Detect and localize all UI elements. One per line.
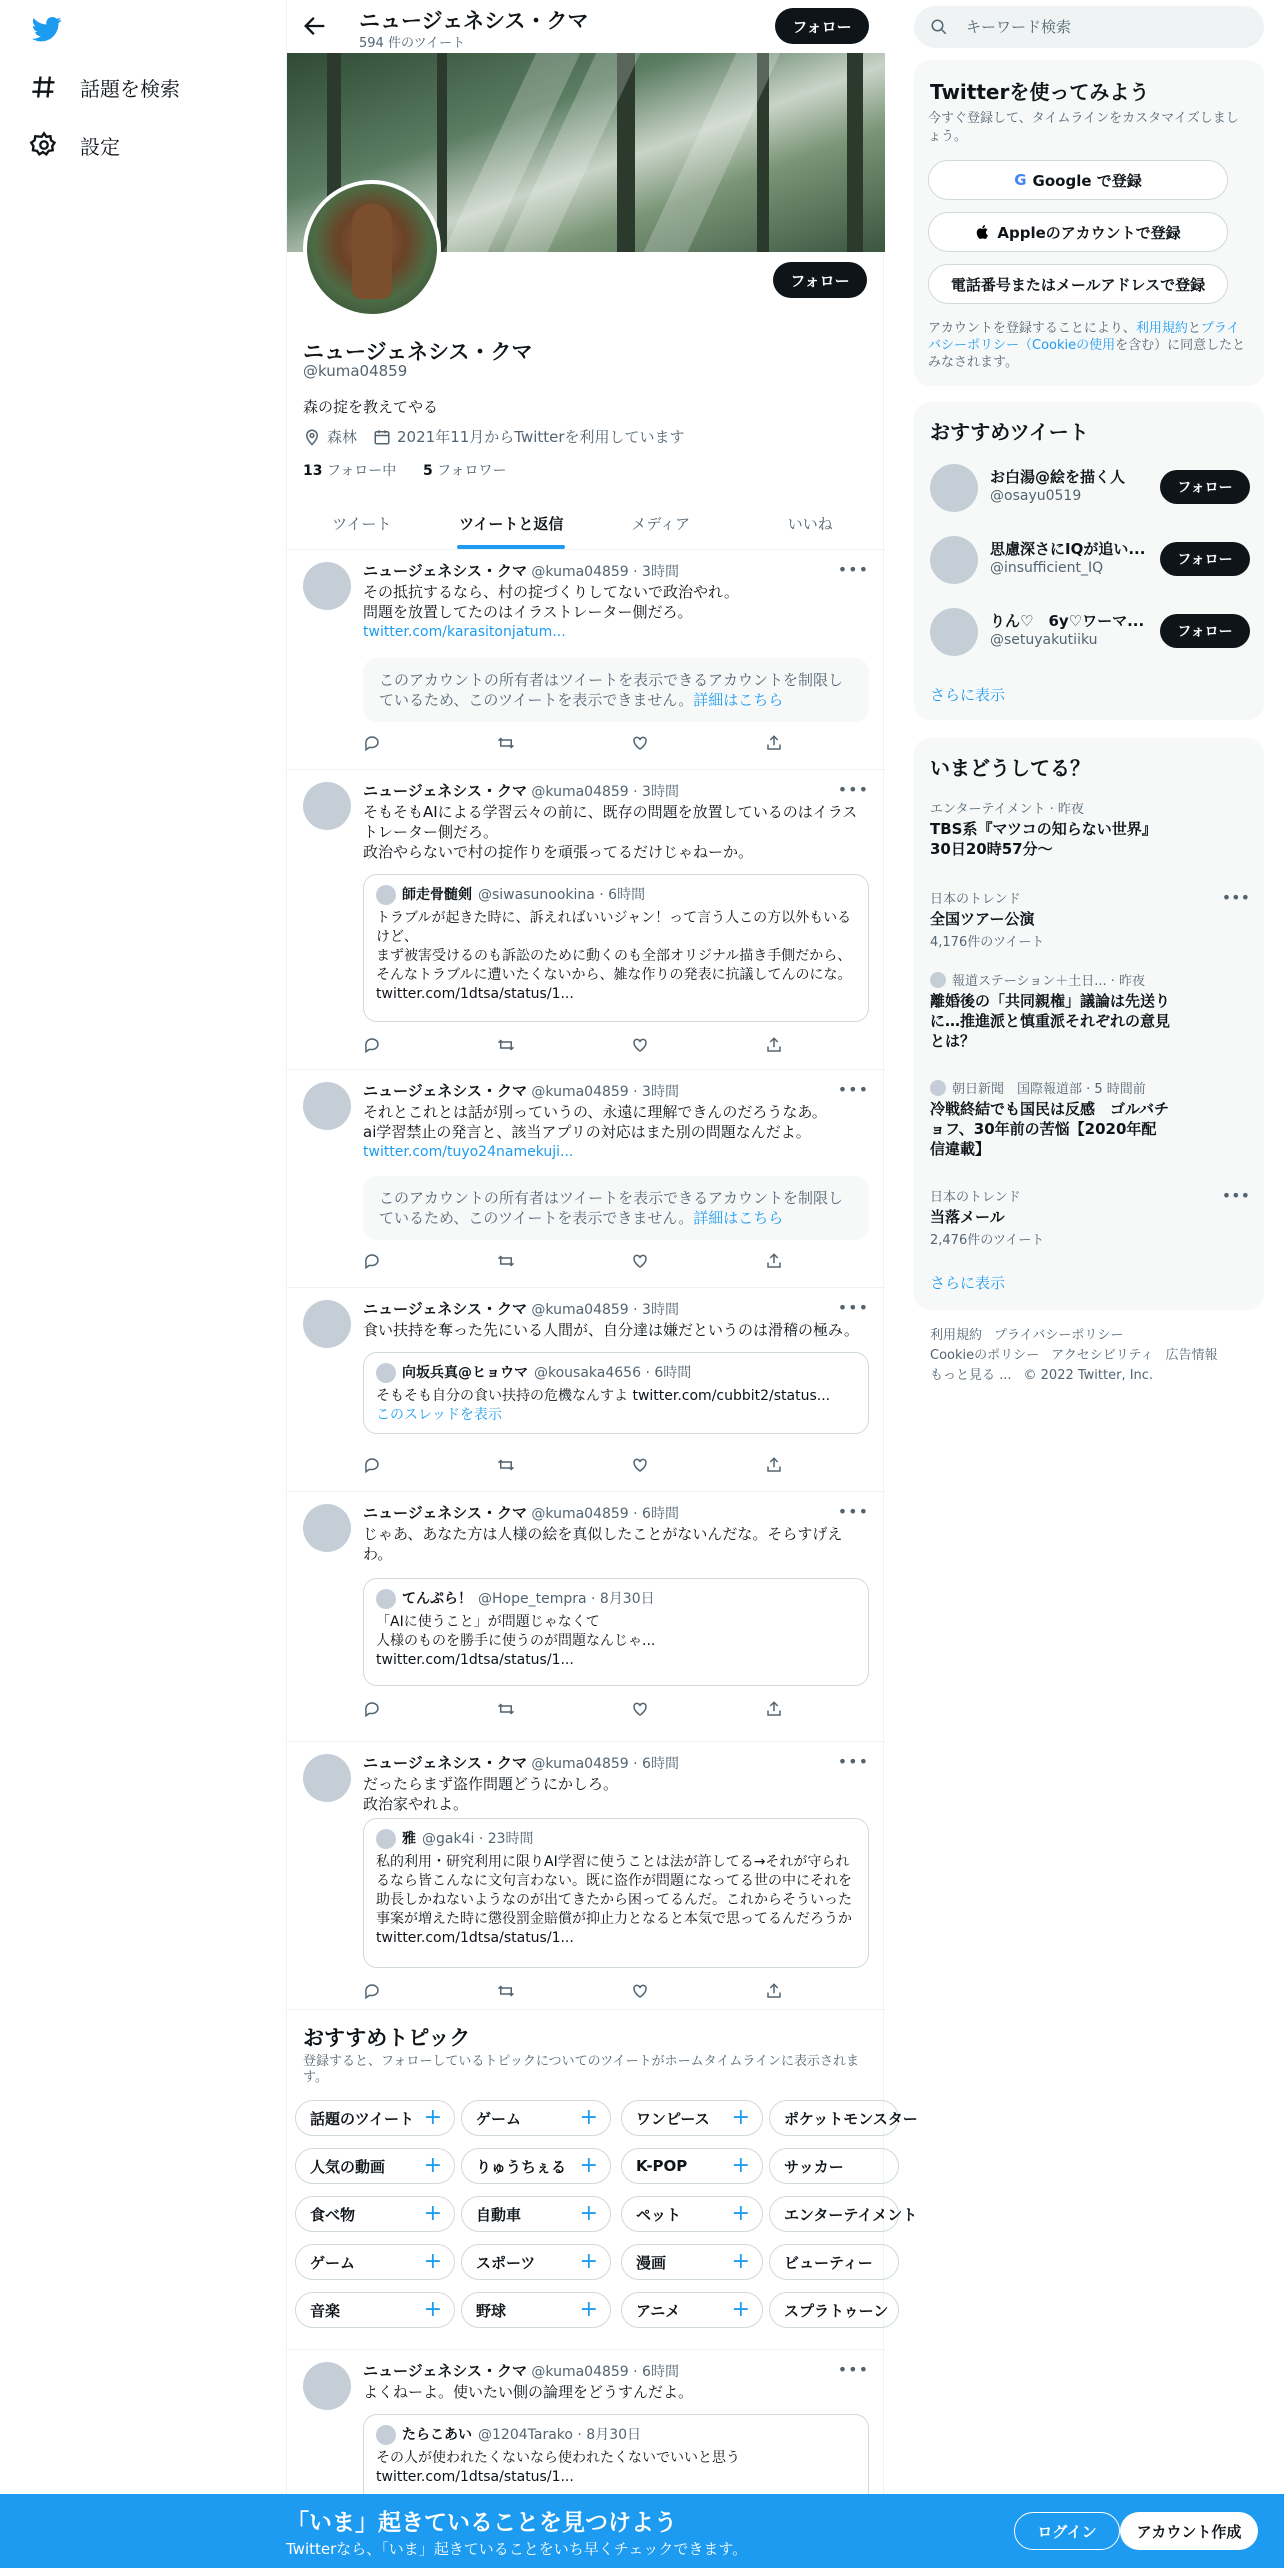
quote-text: その人が使われたくないなら使われたくないでいいと思う twitter.com/1dtsa/status/1... (376, 2450, 740, 2485)
profile-tabs (287, 497, 885, 550)
tweet-avatar[interactable] (303, 2362, 351, 2410)
like-icon[interactable] (631, 1700, 649, 1718)
trend-item[interactable]: エンターテイメント · 昨夜 TBS系『マツコの知らない世界』30日20時57分〜 (930, 802, 1157, 858)
google-signup-button[interactable]: G Google で登録 (928, 160, 1228, 200)
more-options-icon[interactable]: ••• (1221, 1186, 1250, 1205)
topics-subtitle: 登録すると、フォローしているトピックについてのツイートがホームタイムラインに表示されます。 (303, 2054, 860, 2085)
more-options-icon[interactable]: ••• (837, 1502, 869, 1521)
tweet-actions (363, 1982, 783, 2002)
topic-chip[interactable] (769, 2100, 918, 2136)
quote-avatar (376, 1589, 396, 1609)
plus-icon[interactable]: + (579, 2105, 598, 2130)
main-column (286, 0, 918, 2568)
tweet-avatar[interactable] (303, 782, 351, 830)
following-link[interactable]: 13 フォロー中 (303, 463, 397, 479)
plus-icon[interactable]: + (423, 2249, 442, 2274)
reply-icon[interactable] (363, 1252, 381, 1270)
profile-header-bar (287, 0, 885, 53)
trend-item[interactable]: 朝日新聞 国際報道部 · 5 時間前 冷戦終結でも国民は反感 ゴルバチョフ、30年前の苦悩【2020年配信違載】 (930, 1078, 1250, 1159)
search-icon (930, 18, 948, 36)
share-icon[interactable] (765, 1700, 783, 1718)
footer-link[interactable]: 広告情報 (1165, 1348, 1218, 1363)
tweet[interactable] (287, 1288, 885, 1492)
quote-text: 「AIに使うこと」が問題じゃなくて 人様のものを勝手に使うのが問題なんじゃ... twitter.com/1dtsa/status/1... (376, 1614, 656, 1668)
like-icon[interactable] (631, 1456, 649, 1474)
quote-text: 私的利用・研究利用に限りAI学習に使うことは法が許してる→それが守られるなら皆こんなに文句言わない。既に盗作が問題になってる世の中にそれを助長しかねないようなのが出てきたから困ってるんだ。これからそういった事案が増えた時に懲役罰金賠償が抑止力となると本気で思ってるんだろうか twitter.com/1dtsa/status/1... (376, 1854, 852, 1946)
topic-label: 音楽 (310, 2301, 341, 2320)
avatar (930, 608, 978, 656)
footer-link[interactable]: 利用規約 (930, 1328, 983, 1343)
like-icon[interactable] (631, 1982, 649, 2000)
suggested-user[interactable]: 思慮深さにIQが追い... @insufficient_IQ フォロー (930, 530, 1250, 590)
tweet[interactable] (287, 1492, 885, 1742)
show-more-link[interactable]: さらに表示 (930, 686, 1006, 704)
profile-meta (303, 426, 685, 447)
topic-label: ゲーム (476, 2109, 522, 2128)
topic-chip[interactable] (295, 2244, 455, 2280)
tweet-actions (363, 1036, 783, 1056)
signup-subtitle: 今すぐ登録して、タイムラインをカスタマイズしましょう。 (928, 111, 1239, 144)
topic-chip[interactable] (295, 2100, 455, 2136)
quoted-tweet[interactable]: てんぷら！ @Hope_tempra · 8月30日 「AIに使うこと」が問題じゃなくて 人様のものを勝手に使うのが問題なんじゃ... twitter.com/1dtsa/status/1... (363, 1578, 869, 1686)
more-options-icon[interactable]: ••• (837, 1080, 869, 1099)
profile-joined: 2021年11月からTwitterを利用しています (397, 428, 685, 446)
retweet-icon[interactable] (497, 1456, 515, 1474)
reply-icon[interactable] (363, 1982, 381, 2000)
topic-chip[interactable] (621, 2292, 763, 2328)
tweet-avatar[interactable] (303, 562, 351, 610)
avatar (930, 972, 946, 988)
signup-panel (914, 60, 1264, 386)
tweet[interactable] (287, 770, 885, 1070)
nav-explore[interactable] (30, 60, 180, 114)
topic-label: スプラトゥーン (784, 2301, 889, 2320)
tab-tweets-and-replies[interactable]: ツイートと返信 (437, 497, 587, 549)
retweet-icon[interactable] (497, 734, 515, 752)
search-box[interactable] (914, 6, 1264, 48)
retweet-icon[interactable] (497, 1700, 515, 1718)
tab-likes[interactable]: いいね (787, 514, 833, 533)
plus-icon[interactable]: + (579, 2297, 598, 2322)
topic-chip[interactable] (621, 2148, 763, 2184)
banner-subtitle: Twitterなら、「いま」起きていることをいち早くチェックできます。 (286, 2540, 748, 2558)
followers-link[interactable]: 5 フォロワー (422, 463, 507, 479)
footer-link[interactable]: Cookieのポリシー (930, 1348, 1040, 1363)
avatar (930, 464, 978, 512)
avatar (930, 536, 978, 584)
phone-email-signup-button[interactable]: 電話番号またはメールアドレスで登録 (928, 264, 1228, 304)
tweet[interactable] (287, 1070, 885, 1288)
google-icon: G (1014, 171, 1027, 189)
topic-label: ワンピース (636, 2109, 710, 2128)
avatar (930, 1080, 946, 1096)
suggested-user[interactable]: お白湯@絵を描く人 @osayu0519 フォロー (930, 458, 1250, 518)
topic-chip[interactable] (461, 2148, 611, 2184)
topic-label: 人気の動画 (310, 2157, 386, 2176)
tweet-text: だったらまず盗作問題どうにかしろ。 政治家やれよ。 (363, 1775, 619, 1813)
trend-item[interactable]: 日本のトレンド 当落メール 2,476件のツイート ••• (930, 1186, 1250, 1248)
topic-label: ポケットモンスター (784, 2109, 918, 2128)
topic-label: アニメ (636, 2301, 681, 2320)
more-options-icon[interactable]: ••• (1221, 888, 1250, 907)
quote-text: そもそも自分の食い扶持の危機なんすよ twitter.com/cubbit2/status... (376, 1388, 831, 1404)
nav-settings[interactable] (30, 118, 120, 172)
topic-label: りゅうちぇる (476, 2157, 567, 2176)
plus-icon[interactable]: + (731, 2201, 750, 2226)
topic-chip[interactable] (461, 2196, 611, 2232)
search-input[interactable] (966, 19, 1226, 36)
topic-label: スポーツ (476, 2253, 536, 2272)
topic-label: 漫画 (636, 2253, 667, 2272)
reply-icon[interactable] (363, 734, 381, 752)
details-link[interactable]: 詳細はこちら (693, 1209, 784, 1227)
tweet-actions (363, 1700, 783, 1720)
topic-label: ペット (636, 2205, 682, 2224)
plus-icon[interactable]: + (731, 2249, 750, 2274)
follow-button[interactable]: フォロー (1160, 542, 1250, 576)
like-icon[interactable] (631, 1252, 649, 1270)
nav-explore-label: 話題を検索 (80, 76, 180, 101)
tweet-avatar[interactable] (303, 1754, 351, 1802)
tweet-header: ニュージェネシス・クマ @kuma04859 · 3時間 (363, 1082, 679, 1100)
topic-label: 野球 (476, 2301, 507, 2320)
more-options-icon[interactable]: ••• (837, 2360, 869, 2379)
plus-icon[interactable]: + (731, 2297, 750, 2322)
topic-chip[interactable] (621, 2244, 763, 2280)
tweet-text: 食い扶持を奪った先にいる人間が、自分達は嫌だというのは滑稽の極み。 (363, 1321, 859, 1339)
plus-icon[interactable]: + (423, 2297, 442, 2322)
share-icon[interactable] (765, 1252, 783, 1270)
tweet[interactable] (287, 550, 885, 770)
topic-chip[interactable] (295, 2148, 455, 2184)
profile-follow-stats (303, 460, 506, 480)
reply-icon[interactable] (363, 1036, 381, 1054)
quote-avatar (376, 2425, 396, 2445)
topic-chip[interactable] (769, 2148, 899, 2184)
tab-media[interactable]: メディア (631, 514, 691, 533)
plus-icon[interactable]: + (423, 2105, 442, 2130)
tweet-actions (363, 1456, 783, 1476)
topic-label: K-POP (636, 2157, 688, 2175)
tweet-text: そもそもAIによる学習云々の前に、既存の問題を放置しているのはイラストレーター側だろ。 政治やらないで村の掟作りを頑張ってるだけじゃねーか。 (363, 803, 858, 861)
back-arrow-icon[interactable] (301, 12, 329, 40)
signup-terms: アカウントを登録することにより、利用規約とプライバシーポリシー（Cookieの使用を含む）に同意したとみなされます。 (928, 321, 1246, 370)
retweet-icon[interactable] (497, 1036, 515, 1054)
header-tweet-count: 594 件のツイート (359, 36, 466, 51)
tweet-avatar[interactable] (303, 1082, 351, 1130)
topic-chip[interactable] (621, 2100, 763, 2136)
profile-handle: @kuma04859 (303, 362, 408, 380)
tweet-text: よくねーよ。使いたい側の論理をどうすんだよ。 (363, 2383, 694, 2401)
show-more-link[interactable]: さらに表示 (930, 1274, 1006, 1292)
plus-icon[interactable]: + (423, 2153, 442, 2178)
signup-banner (0, 2494, 1284, 2568)
more-options-icon[interactable]: ••• (837, 1298, 869, 1317)
quote-avatar (376, 1829, 396, 1849)
login-button[interactable]: ログイン (1014, 2512, 1120, 2550)
suggested-user[interactable]: りん♡ 6y♡ワーマ... @setuyakutiiku フォロー (930, 602, 1250, 662)
footer-link[interactable]: プライバシーポリシー (994, 1328, 1124, 1343)
signup-title: Twitterを使ってみよう (930, 80, 1150, 104)
reply-icon[interactable] (363, 1700, 381, 1718)
topic-label: 食べ物 (310, 2205, 356, 2224)
tweet-header: ニュージェネシス・クマ @kuma04859 · 3時間 (363, 562, 679, 580)
tweet-actions (363, 734, 783, 754)
apple-icon (975, 224, 991, 240)
topic-label: ゲーム (310, 2253, 356, 2272)
quote-avatar (376, 885, 396, 905)
withheld-notice: このアカウントの所有者はツイートを表示できるアカウントを制限しているため、このツイートを表示できません。詳細はこちら (363, 1176, 869, 1240)
tweet-header: ニュージェネシス・クマ @kuma04859 · 6時間 (363, 1754, 679, 1772)
signup-button[interactable]: アカウント作成 (1120, 2512, 1258, 2550)
topic-chip[interactable] (295, 2196, 455, 2232)
tab-tweets[interactable]: ツイート (332, 514, 392, 533)
tweet-link[interactable]: twitter.com/tuyo24namekuji... (363, 1144, 574, 1160)
plus-icon[interactable]: + (731, 2153, 750, 2178)
follow-button[interactable]: フォロー (1160, 470, 1250, 504)
topic-chip[interactable] (769, 2292, 899, 2328)
more-options-icon[interactable]: ••• (837, 560, 869, 579)
tweet-avatar[interactable] (303, 1300, 351, 1348)
footer-link[interactable]: もっと見る ... (930, 1368, 1012, 1383)
retweet-icon[interactable] (497, 1252, 515, 1270)
quote-text: トラブルが起きた時に、訴えればいいジャン！って言う人この方以外もいるけど、 まず被害受けるのも訴訟のために動くのも全部オリジナル描き手側だから、そんなトラブルに遭いたくないから、雑な作りの発表に抗議してんのにな。 twitter.com/1dtsa/status/1... (376, 910, 852, 1002)
like-icon[interactable] (631, 1036, 649, 1054)
tweet-actions (363, 1252, 783, 1272)
tweet[interactable] (287, 1742, 885, 2010)
trends-panel (914, 738, 1264, 1310)
header-name: ニュージェネシス・クマ (359, 9, 589, 33)
share-icon[interactable] (765, 1036, 783, 1054)
quoted-tweet[interactable]: たらこあい @1204Tarako · 8月30日 その人が使われたくないなら使われたくないでいいと思う twitter.com/1dtsa/status/1... (363, 2414, 869, 2514)
recommended-topics (287, 2010, 918, 2350)
profile-bio: 森の掟を教えてやる (303, 398, 439, 416)
plus-icon[interactable]: + (731, 2105, 750, 2130)
topic-chip[interactable] (295, 2292, 455, 2328)
nav-settings-label: 設定 (80, 134, 120, 159)
trends-title: いまどうしてる？ (930, 756, 1090, 780)
tweet-header: ニュージェネシス・クマ @kuma04859 · 3時間 (363, 782, 679, 800)
profile-avatar[interactable] (303, 180, 441, 318)
hashtag-icon (30, 73, 58, 101)
share-icon[interactable] (765, 734, 783, 752)
topic-label: ビューティー (784, 2253, 873, 2272)
banner-title: 「いま」起きていることを見つけよう (286, 2510, 677, 2536)
more-options-icon[interactable]: ••• (837, 780, 869, 799)
suggested-tweets-panel (914, 402, 1264, 720)
profile-follow-button[interactable]: フォロー (773, 262, 867, 298)
suggestions-title: おすすめツイート (930, 420, 1089, 444)
footer-link[interactable]: アクセシビリティ (1051, 1348, 1154, 1363)
topic-label: 自動車 (476, 2205, 522, 2224)
profile-location: 森林 (327, 428, 358, 446)
twitter-logo-icon[interactable] (30, 14, 64, 44)
trend-item[interactable]: 日本のトレンド 全国ツアー公演 4,176件のツイート ••• (930, 888, 1250, 950)
topic-label: エンターテイメント (784, 2205, 918, 2224)
reply-icon[interactable] (363, 1456, 381, 1474)
calendar-icon (373, 428, 391, 446)
header-follow-button[interactable]: フォロー (775, 8, 869, 44)
apple-signup-button[interactable]: Appleのアカウントで登録 (928, 212, 1228, 252)
footer-links (930, 1326, 1250, 1386)
quoted-tweet[interactable]: 雅 @gak4i · 23時間 私的利用・研究利用に限りAI学習に使うことは法が許してる→それが守られるなら皆こんなに文句言わない。既に盗作が問題になってる世の中にそれを助長しかねないようなのが出てきたから困ってるんだ。これからそういった事案が増えた時に懲役罰金賠償が抑止力となると本気で思ってるんだろうか twitter.com/1dtsa/status/1... (363, 1818, 869, 1968)
like-icon[interactable] (631, 734, 649, 752)
gear-icon (30, 131, 58, 159)
topic-chip[interactable] (461, 2292, 611, 2328)
tweet-text: その抵抗するなら、村の掟づくりしてないで政治やれ。 問題を放置してたのはイラストレーター側だろ。 (363, 583, 739, 621)
topic-label: サッカー (784, 2157, 844, 2176)
topic-chip[interactable] (769, 2196, 918, 2232)
trend-item[interactable]: 報道ステーション＋土日... · 昨夜 離婚後の「共同親権」議論は先送りに…推進派と慎重派それぞれの意見とは？ (930, 970, 1250, 1051)
quoted-tweet[interactable]: 師走骨髄剣 @siwasunookina · 6時間 トラブルが起きた時に、訴えればいいジャン！って言う人この方以外もいるけど、 まず被害受けるのも訴訟のために動くのも全部オリジナル描き手側だから、そんなトラブルに遭いたくないから、雑な作りの発表に抗議してんのにな。 twitter.com/1dtsa/status/1... (363, 874, 869, 1022)
topic-chip[interactable] (621, 2196, 763, 2232)
tweet-header: ニュージェネシス・クマ @kuma04859 · 6時間 (363, 2362, 679, 2380)
tweet-header: ニュージェネシス・クマ @kuma04859 · 6時間 (363, 1504, 679, 1522)
more-options-icon[interactable]: ••• (837, 1752, 869, 1771)
topic-label: 話題のツイート (310, 2109, 414, 2128)
tweet-text: じゃあ、あなた方は人様の絵を真似したことがないんだな。そらすげえわ。 (363, 1525, 843, 1563)
location-pin-icon (303, 428, 321, 446)
details-link[interactable]: 詳細はこちら (693, 691, 784, 709)
withheld-notice: このアカウントの所有者はツイートを表示できるアカウントを制限しているため、このツイートを表示できません。詳細はこちら (363, 658, 869, 722)
tweet-link[interactable]: twitter.com/karasitonjatum... (363, 624, 566, 640)
topic-chip[interactable] (461, 2244, 611, 2280)
show-thread-link[interactable]: このスレッドを表示 (376, 1407, 502, 1423)
plus-icon[interactable]: + (579, 2201, 598, 2226)
share-icon[interactable] (765, 1982, 783, 2000)
share-icon[interactable] (765, 1456, 783, 1474)
plus-icon[interactable]: + (579, 2249, 598, 2274)
plus-icon[interactable]: + (423, 2201, 442, 2226)
topics-title: おすすめトピック (303, 2026, 471, 2050)
terms-link[interactable]: 利用規約 (1135, 321, 1188, 336)
quoted-tweet[interactable]: 向坂兵真@ヒョウマ @kousaka4656 · 6時間 そもそも自分の食い扶持の危機なんすよ twitter.com/cubbit2/status... このスレッドを表示 (363, 1352, 869, 1434)
topic-chip[interactable] (461, 2100, 611, 2136)
copyright: © 2022 Twitter, Inc. (1023, 1368, 1154, 1383)
profile-name: ニュージェネシス・クマ (303, 340, 533, 364)
privacy-link[interactable]: プライバシーポリシー（Cookieの使用 (928, 321, 1240, 353)
follow-button[interactable]: フォロー (1160, 614, 1250, 648)
plus-icon[interactable]: + (579, 2153, 598, 2178)
topic-chip[interactable] (769, 2244, 899, 2280)
tweet-header: ニュージェネシス・クマ @kuma04859 · 3時間 (363, 1300, 679, 1318)
tweet-text: それとこれとは話が別っていうの、永遠に理解できんのだろうなあ。 ai学習禁止の発言と、該当アプリの対応はまた別の問題なんだよ。 (363, 1103, 827, 1141)
quote-avatar (376, 1363, 396, 1383)
retweet-icon[interactable] (497, 1982, 515, 2000)
tweet-avatar[interactable] (303, 1504, 351, 1552)
